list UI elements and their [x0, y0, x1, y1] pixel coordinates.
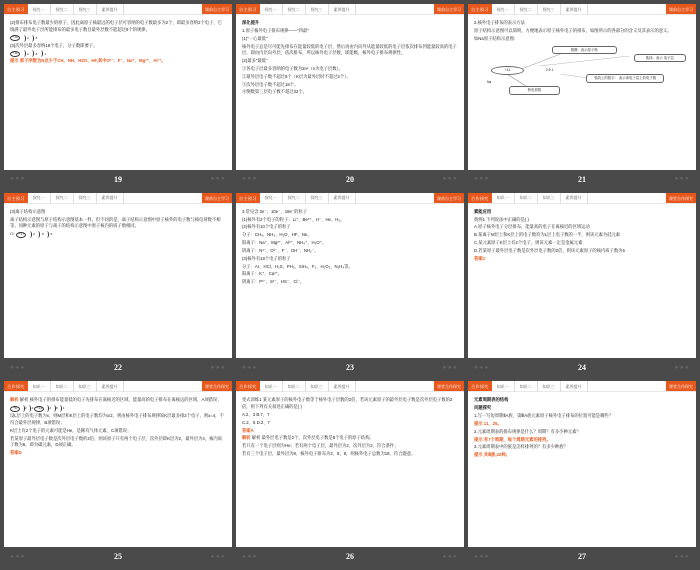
tab-2[interactable]: 探究三 — [538, 4, 561, 15]
node-shell-label: 弧线：表示 电子层 — [634, 54, 686, 62]
tab-1[interactable]: 知识二 — [515, 193, 538, 204]
slide-footer — [468, 547, 696, 566]
atom-diagram-na — [10, 50, 226, 57]
shell-3 — [39, 50, 43, 57]
tab-1[interactable]: 探究二 — [515, 4, 538, 15]
para-5: 阳离子：Na⁺、Mg²⁺、Al³⁺、NH₄⁺、H₃O⁺。 — [242, 240, 327, 246]
options-ab: A.2、3 B.7、7 — [242, 411, 270, 417]
ion-label: Cl⁻ — [10, 231, 16, 236]
slide-footer — [236, 547, 464, 566]
tab-2[interactable]: 探究三 — [74, 4, 97, 15]
tab-1[interactable]: 探究二 — [51, 193, 74, 204]
tab-2[interactable]: 知识三 — [538, 381, 561, 392]
tab-1[interactable]: 知识二 — [283, 381, 306, 392]
shell-count-2: 8 — [56, 406, 58, 411]
shell-3 — [45, 231, 49, 238]
slide-21 — [468, 4, 696, 189]
tab-3[interactable]: 素养提升 — [329, 193, 356, 204]
explain-1 — [10, 397, 226, 404]
para-6: 阴离子：N³⁻、O²⁻、F⁻、OH⁻、NH₂⁻。 — [242, 247, 319, 253]
question-3: 3.元素周期表中的族是怎样排列的？有多少种族？ — [474, 444, 568, 450]
slide-canvas — [468, 381, 696, 547]
mini-atom-2 — [31, 405, 65, 412]
shell-count-3: 4 — [62, 406, 65, 411]
tab-1[interactable]: 探究二 — [51, 4, 74, 15]
para-8: 分子：Ar、HCl、H₂S、PH₃、SiH₄、F₂、H₂O₂、N₂H₄等。 — [242, 263, 353, 269]
shell-2 — [30, 35, 34, 42]
decor-stars: ✧✧✧ — [242, 553, 258, 560]
tab-0[interactable]: 探究一 — [260, 193, 283, 204]
topbar-right-label: 课堂合作探究 — [666, 193, 696, 203]
shell-count-2: 8 — [35, 35, 38, 40]
topbar-right-label: 课前自主学习 — [434, 4, 464, 14]
tab-0[interactable]: 知识一 — [492, 381, 515, 392]
shell-count-1: 2 — [25, 406, 27, 411]
slide-body — [4, 392, 232, 547]
para-2: 离子结构示意图与原子结构示意图基本一样，但不同的是，离子结构示意图中原子核外的电子数与核电荷数不相等。同种元素的原子与离子的结构示意图中原子核内的质子数相同。 — [10, 216, 221, 229]
topbar-right-label: 课堂合作探究 — [434, 381, 464, 391]
topbar-section-label: 自主预习 — [236, 4, 260, 14]
slide-canvas — [468, 4, 696, 170]
para-4: (2)最多"最低" — [242, 58, 268, 64]
slide-body — [236, 15, 464, 170]
shell-2 — [52, 405, 56, 412]
topbar-section-label: 合作探究 — [468, 381, 492, 391]
decor-stars: ✧✧✧ — [242, 176, 258, 183]
decor-stars: ✧✧✧ — [10, 553, 26, 560]
tab-2[interactable]: 知识三 — [538, 193, 561, 204]
tab-3[interactable]: 素养提升 — [97, 4, 124, 15]
shell-count-1: 2 — [27, 35, 29, 40]
topbar-tabs — [260, 193, 434, 203]
answer-label: 答案A — [242, 427, 254, 433]
shell-1 — [21, 405, 25, 412]
shell-count-2: 8 — [35, 51, 38, 56]
shell-count-1: 2 — [27, 51, 29, 56]
tab-1[interactable]: 探究二 — [283, 4, 306, 15]
analysis-label: 解析 — [242, 435, 252, 441]
para-2: (3)次外层最多容纳18个电子，分子数即要子。 — [10, 42, 98, 48]
slide-19 — [4, 4, 232, 189]
topbar-right-label: 课前自主学习 — [202, 193, 232, 203]
slide-canvas — [468, 193, 696, 359]
slide-canvas — [4, 381, 232, 547]
para-7: ③次外层电子数不超过18个。 — [242, 81, 299, 87]
tab-3[interactable]: 素养提升 — [97, 381, 124, 392]
tab-3[interactable]: 素养提升 — [561, 193, 588, 204]
page-number: 19 — [114, 174, 122, 184]
option-c: C.某元素原子K层上有2个电子，则该元素一定是金属元素 — [474, 240, 583, 246]
question-1: 1.写一写短周期ⅡA族、第ⅢA族元素原子核外电子排布的位置可能是哪些？ — [474, 413, 613, 419]
page-number: 24 — [578, 363, 586, 373]
shell-1 — [22, 50, 26, 57]
topbar-tabs — [260, 381, 434, 391]
para-2: (1)核外有2个电子的粒子：Li⁺、Be²⁺、H⁻、He、H₂。 — [242, 216, 345, 222]
nucleus-cl: +17 — [16, 232, 26, 238]
slide-footer — [4, 170, 232, 189]
nucleus-ne: +10 — [10, 35, 20, 41]
tab-0[interactable]: 探究一 — [28, 4, 51, 15]
slide-27 — [468, 381, 696, 566]
page-number: 26 — [346, 552, 354, 561]
slide-20 — [236, 4, 464, 189]
topbar-section-label: 合作探究 — [236, 381, 260, 391]
explain-text-1: 解析 核外电子的排布能量低的电子先排布在离核近的区域，能量高的电子排布在离核远的区域，A项错误； — [19, 397, 222, 403]
decor-stars-right: ✧✧✧ — [210, 553, 226, 560]
tab-3[interactable]: 素养提升 — [561, 4, 588, 15]
topbar-right-label: 课前自主学习 — [666, 4, 696, 14]
decor-stars: ✧✧✧ — [474, 553, 490, 560]
tab-0[interactable]: 探究一 — [492, 4, 515, 15]
options-cd: C.2、5 D.2、7 — [242, 419, 270, 425]
para-1: (2)排布排布电子数最少的原子，因此离原子核最远的电子层可容纳的电子数最多为2个，即最多容纳2个电子，它填满了最外电子层所能排布的最多电子数目最外层数不能超过8个的规律。 — [10, 20, 222, 32]
tab-2[interactable]: 探究三 — [306, 4, 329, 15]
explain-3: 若有三个电子层，最外层为8，核外电子排布为2、8、8，则核外电子总数为18，符合题意。 — [242, 451, 416, 457]
tab-3[interactable]: 素养提升 — [329, 4, 356, 15]
topbar-tabs — [260, 4, 434, 14]
explain-2: 设L层上的电子数为x，则M层和K层上的电子数均为x/2，则由核外电子排布规律知K层最多排2个电子，则x=4，不符合最外层规律，B项错误； — [10, 413, 224, 425]
shell-count-3: 1 — [44, 51, 47, 56]
shell-count-2: 4 — [31, 406, 34, 411]
slide-topbar — [4, 4, 232, 15]
shell-2 — [27, 405, 31, 412]
topbar-tabs — [492, 193, 666, 203]
shell-count-3: 8 — [50, 232, 53, 237]
topbar-tabs — [28, 4, 202, 14]
answer-label: 答案C — [474, 255, 486, 261]
decor-stars: ✧✧✧ — [242, 364, 258, 371]
tab-1[interactable]: 探究二 — [283, 193, 306, 204]
nucleus: +6 — [10, 406, 20, 412]
section-title: 深化提升 — [242, 20, 260, 25]
slide-topbar — [468, 193, 696, 204]
atom-row — [10, 405, 226, 412]
shell-1 — [28, 231, 32, 238]
para-1: 典例1 下列说法中正确的是( ) — [474, 216, 529, 222]
nucleus-na: +11 — [10, 51, 20, 57]
decor-stars: ✧✧✧ — [10, 176, 26, 183]
slide-23 — [236, 193, 464, 378]
tab-2[interactable]: 知识三 — [74, 381, 97, 392]
slide-22 — [4, 193, 232, 378]
slide-topbar — [4, 193, 232, 204]
tab-3[interactable]: 素养提升 — [561, 381, 588, 392]
option-a: A.原子核外电子分层排布，能量高的电子在离核近的区域运动 — [474, 224, 590, 230]
slide-topbar — [4, 381, 232, 392]
slide-25 — [4, 381, 232, 566]
tab-3[interactable]: 素养提升 — [97, 193, 124, 204]
slide-topbar — [236, 193, 464, 204]
shell-1 — [45, 405, 52, 412]
slide-26 — [236, 381, 464, 566]
tab-2[interactable]: 探究三 — [74, 193, 97, 204]
slide-footer — [468, 358, 696, 377]
explain-text-1: 解析 最外层电子数是2个，次外层电子数是8个电子的原子结构。 — [251, 435, 374, 441]
para-1: 3.常见含 2e⁻、10e⁻、18e⁻的粒子 — [242, 208, 308, 214]
page-number: 25 — [114, 552, 122, 561]
explain-1 — [242, 435, 458, 442]
decor-stars-right: ✧✧✧ — [442, 176, 458, 183]
para-3: 如Na原子结构示意图： — [474, 35, 519, 41]
slide-canvas — [4, 4, 232, 170]
slide-footer — [4, 358, 232, 377]
slide-body — [468, 15, 696, 170]
slide-topbar — [236, 4, 464, 15]
topbar-section-label: 合作探究 — [468, 193, 492, 203]
page-number: 22 — [114, 363, 122, 373]
tab-0[interactable]: 知识一 — [492, 193, 515, 204]
tip-1: 提示 11、25。 — [474, 420, 502, 426]
para-1: 变式训练1 某元素原子的核外电子数等于核外电子层数的2倍，若该元素原子的最外层电子数是次外层电子数的2倍，则下列有关叙述正确的是( ) — [242, 397, 453, 409]
slide-body — [468, 392, 696, 547]
slide-footer — [236, 358, 464, 377]
topbar-tabs — [28, 381, 202, 391]
section-subtitle: 问题探究 — [474, 405, 492, 411]
tab-0[interactable]: 探究一 — [260, 4, 283, 15]
tab-0[interactable]: 探究一 — [28, 193, 51, 204]
tab-1[interactable]: 知识二 — [51, 381, 74, 392]
topbar-tabs — [492, 381, 666, 391]
node-shell-numbers: 2 8 1 — [528, 67, 571, 73]
decor-stars: ✧✧✧ — [474, 364, 490, 371]
shell-count-1: 2 — [49, 406, 52, 411]
slide-body — [4, 204, 232, 359]
para-7: (3)核外有18个电子的粒子 — [242, 255, 291, 261]
explain-2: 若只有一个电子层则为He；若有两个电子层，最外层为2，次外层为2，符合条件； — [242, 443, 399, 449]
para-1: 2.核外电子排布的表示方法 — [474, 20, 525, 25]
slide-canvas — [236, 381, 464, 547]
para-3: 核外电子总是尽可能先排布在能量较低的电子层，然后再由内向外从能量较低的电子层依次排布到能量较高的电子层，即由内层向外层，依次排布，所以核外电子层数，即能级，核外电子排布规律性。 — [242, 43, 457, 56]
slide-footer — [236, 170, 464, 189]
question-2: 2.元素周期表的排布规律是什么？周期？有多少种元素？ — [474, 428, 581, 434]
section-title: 素能应用 — [474, 208, 492, 214]
atom-diagram-ne — [10, 35, 226, 42]
concept-diagram — [474, 44, 690, 104]
tip-3: 提示 共Ⅲ族,32种。 — [474, 452, 510, 458]
tip-2: 提示 有7个周期，每个周期元素的排列。 — [474, 436, 551, 442]
analysis-label: 解析 — [10, 397, 20, 403]
tab-2[interactable]: 知识三 — [306, 381, 329, 392]
tab-0[interactable]: 知识一 — [260, 381, 283, 392]
para-1: (3)离子结构示意图 — [10, 208, 46, 214]
para-6: ②最外层电子数不超过8个（K层为最外层时不超过2个）。 — [242, 73, 351, 79]
para-9: 阳离子：K⁺、Ca²⁺。 — [242, 271, 283, 277]
page-number: 20 — [346, 174, 354, 184]
tab-0[interactable]: 知识一 — [28, 381, 51, 392]
shell-3 — [58, 405, 62, 412]
topbar-section-label: 自主预习 — [468, 4, 492, 14]
option-d: D.若某原子最外层电子数是次外层电子数的2倍，则该元素原子的核内质子数为6 — [474, 247, 625, 253]
slide-footer — [4, 547, 232, 566]
tab-1[interactable]: 知识二 — [515, 381, 538, 392]
slide-body — [4, 15, 232, 170]
topbar-section-label: 自主预习 — [4, 4, 28, 14]
tab-2[interactable]: 探究三 — [306, 193, 329, 204]
para-2: (1)"一心最低" — [242, 35, 268, 41]
slide-topbar — [468, 381, 696, 392]
slide-canvas — [236, 193, 464, 359]
decor-stars-right: ✧✧✧ — [674, 553, 690, 560]
tab-3[interactable]: 素养提升 — [329, 381, 356, 392]
page-number: 23 — [346, 363, 354, 373]
mini-atom-1 — [10, 405, 33, 412]
decor-stars-right: ✧✧✧ — [674, 176, 690, 183]
para-1: 1.原子核外电子排布规律——"四最" — [242, 27, 309, 33]
slide-body — [236, 204, 464, 359]
shell-1 — [22, 35, 26, 42]
explain-3: K层上有2个电子的元素可能是He，是稀有气体元素，C项错误； — [10, 427, 132, 433]
decor-stars-right: ✧✧✧ — [442, 553, 458, 560]
node-electron-count-label: 弧线上的数字： 表示该电子层上的电子数 — [586, 74, 664, 82]
topbar-section-label: 合作探究 — [4, 381, 28, 391]
topbar-tabs — [492, 4, 666, 14]
answer-label: 答案D — [10, 450, 22, 456]
topbar-tabs — [28, 193, 202, 203]
decor-stars-right: ✧✧✧ — [442, 364, 458, 371]
node-nucleus-label: 圆圈：表示原子核 — [552, 46, 617, 54]
slide-canvas — [236, 4, 464, 170]
decor-stars-right: ✧✧✧ — [674, 364, 690, 371]
slide-topbar — [468, 4, 696, 15]
topbar-section-label: 自主预习 — [4, 193, 28, 203]
para-8: ④倒数第三层电子数不超过32个。 — [242, 89, 307, 95]
slide-body — [468, 204, 696, 359]
page-number: 27 — [578, 552, 586, 561]
para-5: ①各电子层最多容纳的电子数为2n²（n为电子层数）。 — [242, 65, 343, 71]
slide-canvas — [4, 193, 232, 359]
node-charge: +11 — [491, 66, 523, 75]
para-4: 分子：CH₄、NH₃、H₂O、HF、Ne。 — [242, 232, 312, 238]
para-3: (2)核外有10个电子的粒子 — [242, 224, 291, 230]
decor-stars: ✧✧✧ — [474, 176, 490, 183]
slide-topbar — [236, 381, 464, 392]
shell-2 — [36, 231, 40, 238]
topbar-right-label: 课堂合作探究 — [202, 381, 232, 391]
section-title: 元素周期表的结构 — [474, 397, 509, 403]
slide-24 — [468, 193, 696, 378]
para-2: 原子结构示意图可以简明、方便地表示原子核外电子的排布，如图所示的各部分的含义及其表示的意义。 — [474, 27, 672, 33]
decor-stars: ✧✧✧ — [10, 364, 26, 371]
shell-2 — [30, 50, 34, 57]
slide-footer — [468, 170, 696, 189]
nucleus: +14 — [34, 406, 44, 412]
topbar-right-label: 课前自主学习 — [434, 193, 464, 203]
shell-count-2: 8 — [41, 232, 44, 237]
slide-body — [236, 392, 464, 547]
ion-diagram-cl — [10, 231, 226, 238]
decor-stars-right: ✧✧✧ — [210, 364, 226, 371]
para-10: 阴离子：P³⁻、S²⁻、HS⁻、Cl⁻。 — [242, 279, 305, 285]
explain-4: 若某原子最外层电子数是次外层电子数的2倍，则该原子只有两个电子层，次外层即K层为2，最外层为4，核内质子数为6，即为碳元素，D项正确。 — [10, 435, 222, 448]
tip-line: 提示 原子序数为N点少于CH、NH、H2O、HF,其中O²⁻、F⁻、Na⁺、Mg²⁺、Al³⁺。 — [10, 58, 166, 64]
topbar-section-label: 自主预习 — [236, 193, 260, 203]
node-nuclear-charge-label: 核电荷数 — [509, 86, 561, 94]
decor-stars-right: ✧✧✧ — [210, 176, 226, 183]
option-b: B.某离子M层上和K层上的电子数均为L层上电子数的一半，则该元素为硅元素 — [474, 232, 621, 238]
node-element-symbol: Na — [476, 79, 502, 85]
shell-count-1: 2 — [33, 232, 35, 237]
topbar-right-label: 课堂合作探究 — [666, 381, 696, 391]
page-number: 21 — [578, 174, 586, 184]
topbar-right-label: 课前自主学习 — [202, 4, 232, 14]
